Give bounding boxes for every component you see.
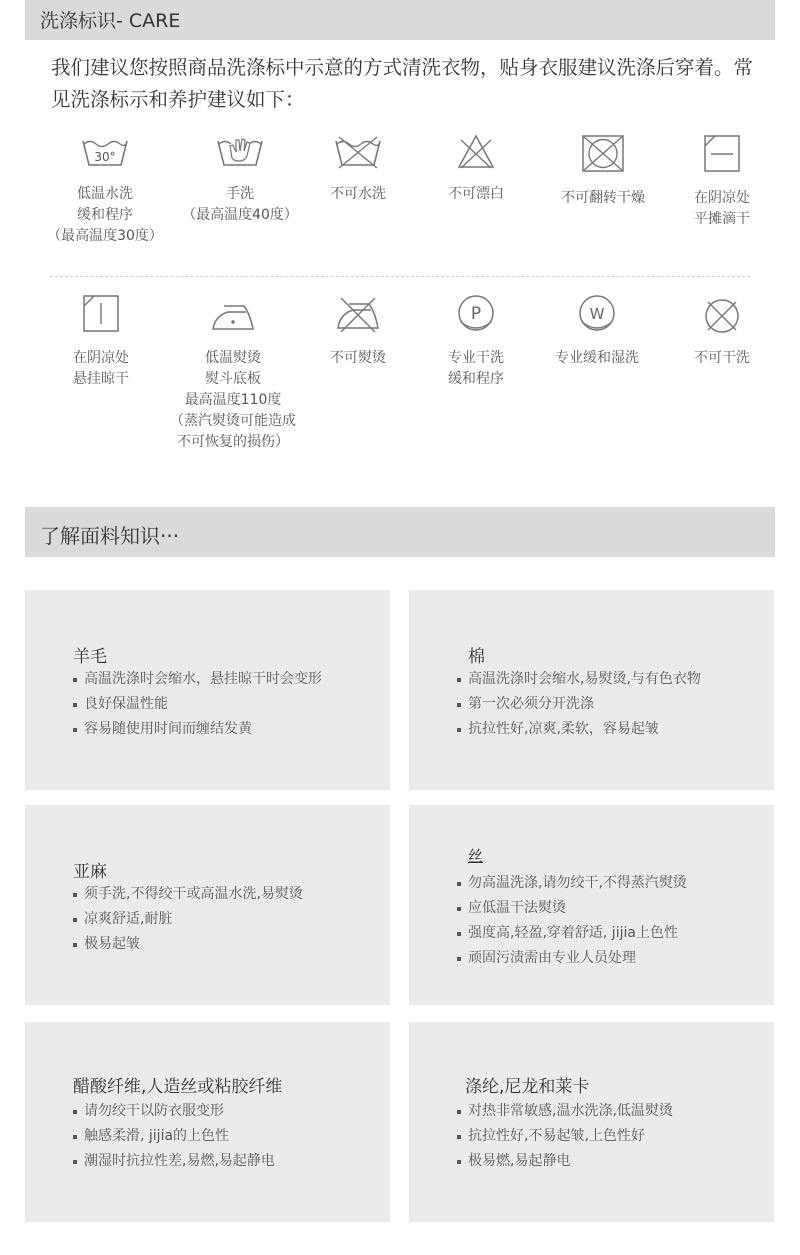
care-section-header (25, 0, 775, 40)
care-label-do-not-wash: 不可水洗 (330, 186, 386, 202)
svg-text:P: P (470, 304, 482, 324)
care-symbol-wash-30 (40, 134, 170, 247)
professional-wet-clean-w-icon (572, 292, 622, 334)
care-symbol-do-not-tumble-dry (538, 134, 668, 209)
care-label-professional-dry-clean: 专业干洗 缓和程序 (448, 350, 504, 387)
do-not-bleach-icon (451, 134, 501, 170)
care-label-hand-wash: 手洗 （最高温度40度） (182, 186, 298, 223)
iron-low-icon (208, 292, 258, 334)
fabric-card-list (457, 667, 701, 742)
list-item: 顽固污渍需由专业人员处理 (457, 946, 687, 971)
care-label-wash-30: 低温水洗 缓和程序 （最高温度30度） (47, 186, 163, 244)
list-item: 强度高,轻盈,穿着舒适, jijia上色性 (457, 921, 687, 946)
care-symbol-professional-dry-clean (411, 292, 541, 390)
care-symbol-dry-flat-in-shade (657, 134, 787, 230)
care-symbol-do-not-iron (293, 292, 423, 369)
line-dry-in-shade-icon (76, 292, 126, 334)
care-symbol-professional-wet-clean (532, 292, 662, 369)
svg-text:W: W (589, 305, 605, 323)
fabric-card-list (457, 871, 687, 971)
do-not-iron-icon (333, 292, 383, 334)
fabric-card-title: 羊毛 (73, 647, 107, 667)
list-item: 勿高温洗涤,请勿绞干,不得蒸汽熨烫 (457, 871, 687, 896)
fabric-section-title: 了解面料知识··· (40, 524, 180, 548)
care-label-professional-wet-clean: 专业缓和湿洗 (555, 350, 639, 366)
fabric-card-title: 亚麻 (73, 862, 107, 882)
care-label-do-not-tumble-dry: 不可翻转干燥 (561, 190, 645, 206)
care-label-do-not-dry-clean: 不可干洗 (694, 350, 750, 366)
list-item: 应低温干法熨烫 (457, 896, 687, 921)
fabric-card-list (73, 882, 303, 957)
list-item: 抗拉性好,不易起皱,上色性好 (457, 1124, 673, 1149)
fabric-card-silk (409, 805, 774, 1005)
list-item: 极易燃,易起静电 (457, 1149, 673, 1174)
care-symbol-do-not-dry-clean (657, 292, 787, 369)
care-label-iron-low: 低温熨烫 熨斗底板 最高温度110度 （蒸汽熨烫可能造成 不可恢复的损伤） (170, 350, 296, 450)
fabric-card-polyester (409, 1022, 774, 1222)
do-not-dry-clean-icon (697, 292, 747, 334)
care-symbol-line-dry-in-shade (36, 292, 166, 390)
care-section-title: 洗涤标识- CARE (40, 10, 181, 32)
hand-wash-icon (215, 134, 265, 170)
list-item: 潮湿时抗拉性差,易燃,易起静电 (73, 1149, 275, 1174)
list-item: 高温洗涤时会缩水,易熨烫,与有色衣物 (457, 667, 701, 692)
svg-text:30°: 30° (94, 150, 116, 164)
care-symbol-iron-low (168, 292, 298, 453)
fabric-card-list (457, 1099, 673, 1174)
wash-30-icon (80, 134, 130, 170)
list-item: 触感柔滑, jijia的上色性 (73, 1124, 275, 1149)
list-item: 须手洗,不得绞干或高温水洗,易熨烫 (73, 882, 303, 907)
list-item: 容易随使用时间而缠结发黄 (73, 717, 322, 742)
care-label-do-not-iron: 不可熨烫 (330, 350, 386, 366)
dry-flat-in-shade-icon (697, 134, 747, 174)
fabric-card-title: 丝 (468, 847, 484, 865)
list-item: 请勿绞干以防衣服变形 (73, 1099, 275, 1124)
fabric-card-title: 涤纶,尼龙和莱卡 (465, 1077, 590, 1097)
list-item: 高温洗涤时会缩水，悬挂晾干时会变形 (73, 667, 322, 692)
fabric-card-acetate (25, 1022, 390, 1222)
care-symbol-do-not-wash (293, 134, 423, 205)
care-symbol-hand-wash (175, 134, 305, 226)
list-item: 良好保温性能 (73, 692, 322, 717)
care-symbol-do-not-bleach (411, 134, 541, 205)
fabric-card-cotton (409, 590, 774, 790)
fabric-card-title: 棉 (468, 647, 485, 667)
list-item: 抗拉性好,凉爽,柔软，容易起皱 (457, 717, 701, 742)
list-item: 第一次必须分开洗涤 (457, 692, 701, 717)
do-not-tumble-dry-icon (578, 134, 628, 174)
list-item: 极易起皱 (73, 932, 303, 957)
fabric-card-list (73, 667, 322, 742)
fabric-card-list (73, 1099, 275, 1174)
fabric-card-title: 醋酸纤维,人造丝或粘胶纤维 (73, 1077, 283, 1097)
care-label-dry-flat-in-shade: 在阴凉处 平摊滴干 (694, 190, 750, 227)
list-item: 对热非常敏感,温水洗涤,低温熨烫 (457, 1099, 673, 1124)
list-item: 凉爽舒适,耐脏 (73, 907, 303, 932)
fabric-card-linen (25, 805, 390, 1005)
do-not-wash-icon (333, 134, 383, 170)
care-icons-divider (50, 276, 750, 277)
fabric-card-wool (25, 590, 390, 790)
care-intro-text: 我们建议您按照商品洗涤标中示意的方式清洗衣物，贴身衣服建议洗涤后穿着。常见洗涤标示和养护建议如下： (51, 56, 754, 111)
professional-dry-clean-p-icon (451, 292, 501, 334)
fabric-section-header (25, 507, 775, 557)
care-label-line-dry-in-shade: 在阴凉处 悬挂晾干 (73, 350, 129, 387)
care-label-do-not-bleach: 不可漂白 (448, 186, 504, 202)
